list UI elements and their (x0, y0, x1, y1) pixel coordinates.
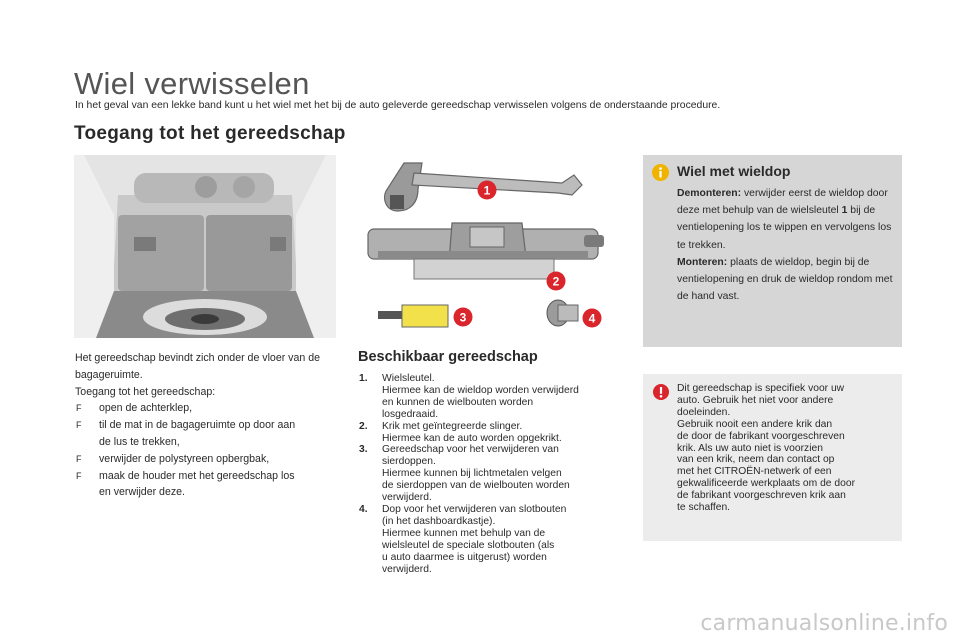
tool-line: Dop voor het verwijderen van slotbouten (382, 503, 567, 515)
tool-line: sierdoppen. (382, 456, 436, 468)
warning-line: doeleinden. (677, 406, 731, 418)
access-step-line: de lus te trekken, (99, 435, 180, 448)
tools-title: Beschikbaar gereedschap (358, 349, 538, 365)
access-step (75, 400, 345, 417)
trunk-illustration (74, 155, 336, 338)
tool-line: Hiermee kunnen met behulp van de (382, 527, 546, 539)
warning-line: gekwalificeerde werkplaats om de door (677, 478, 855, 490)
tool-item (359, 504, 629, 575)
warning-line: met het CITROËN-netwerk of een (677, 466, 832, 478)
bullet-icon: F (76, 470, 82, 481)
svg-text:4: 4 (588, 311, 596, 326)
page-title: Wiel verwisselen (74, 66, 310, 101)
tool-line: verwijderd. (382, 492, 432, 504)
tool-line: Krik met geïntegreerde slinger. (382, 420, 523, 432)
demonteren-label: Demonteren: (677, 188, 742, 199)
warning-line: Gebruik nooit een andere krik dan (677, 418, 833, 430)
access-steps (75, 400, 345, 501)
access-step (75, 468, 345, 502)
warning-icon (653, 384, 669, 400)
watermark: carmanualsonline.info (700, 611, 948, 636)
svg-text:1: 1 (483, 183, 491, 198)
monteren-text: plaats de wieldop, begin bij de ventielopening en druk de wieldop rondom met de hand vast. (677, 256, 893, 303)
callout-4 (583, 309, 602, 328)
monteren-para (677, 254, 895, 306)
wieldop-body (677, 185, 895, 305)
bullet-icon: F (76, 420, 82, 431)
demonteren-text-b: bij de ventielopening los te wippen en vervolgens los te trekken. (677, 205, 892, 251)
tool-list (359, 373, 629, 575)
access-para-2: Toegang tot het gereedschap: (75, 385, 216, 398)
bullet-icon: F (76, 453, 82, 464)
warning-box (643, 374, 902, 541)
access-step-line: en verwijder deze. (99, 486, 185, 499)
callout-2 (547, 272, 566, 291)
tool-item (359, 444, 629, 504)
tool-line: verwijderd. (382, 563, 432, 575)
warning-line: van een krik, neem dan contact op (677, 454, 835, 466)
warning-line: de fabrikant voorgeschreven krik aan (677, 490, 846, 502)
access-step-line: til de mat in de bagageruimte op door aan (99, 419, 296, 432)
callout-1 (478, 181, 497, 200)
demonteren-para (677, 185, 895, 254)
section-title: Toegang tot het gereedschap (74, 123, 346, 144)
tool-line: de sierdoppen van de wielbouten worden (382, 480, 570, 492)
tool-line: Wielsleutel. (382, 373, 435, 384)
tool-line: en kunnen de wielbouten worden (382, 396, 534, 408)
svg-text:3: 3 (459, 310, 467, 325)
tool-number: 1. (359, 373, 368, 384)
tool-line: Gereedschap voor het verwijderen van (382, 444, 559, 456)
tool-item (359, 373, 629, 421)
access-step (75, 417, 345, 451)
tool-line: Hiermee kan de auto worden opgekrikt. (382, 432, 562, 444)
intro-text: In het geval van een lekke band kunt u het wiel met het bij de auto geleverde gereedschap verwisselen volgens de onderstaande procedure. (75, 100, 721, 111)
access-step-line: maak de houder met het gereedschap los (99, 469, 295, 482)
demonteren-text-a: verwijder eerst de wieldop door deze met behulp van de wielsleutel (677, 188, 888, 217)
info-icon (652, 164, 669, 181)
warning-line: krik. Als uw auto niet is voorzien (677, 442, 823, 454)
svg-text:2: 2 (552, 274, 560, 289)
callout-3 (454, 308, 473, 327)
tools-illustration (352, 155, 622, 338)
tool-number: 4. (359, 503, 368, 515)
access-step-line: verwijder de polystyreen opbergbak, (99, 452, 270, 465)
access-step-line: open de achterklep, (99, 402, 193, 415)
warning-text (677, 383, 897, 514)
wieldop-title: Wiel met wieldop (677, 163, 791, 179)
access-step (75, 451, 345, 468)
monteren-label: Monteren: (677, 256, 728, 268)
wieldop-box (643, 155, 902, 347)
tool-line: (in het dashboardkastje). (382, 515, 496, 527)
access-para-1: Het gereedschap bevindt zich onder de vloer van de bagageruimte. (75, 352, 320, 381)
tool-line: Hiermee kan de wieldop worden verwijderd (382, 384, 579, 396)
tool-line: Hiermee kunnen bij lichtmetalen velgen (382, 468, 562, 480)
tool-item (359, 421, 629, 445)
demonteren-num: 1 (841, 205, 848, 217)
warning-line: te schaffen. (677, 502, 731, 514)
bullet-icon: F (76, 403, 82, 414)
tool-line: wielsleutel de speciale slotbouten (als (382, 539, 555, 551)
tool-number: 3. (359, 444, 368, 456)
tool-number: 2. (359, 420, 368, 432)
trunk-photo (74, 155, 336, 338)
tool-line: losgedraaid. (382, 408, 439, 420)
warning-line: auto. Gebruik het niet voor andere (677, 394, 834, 406)
tool-line: u auto daarmee is uitgerust) worden (382, 551, 547, 563)
access-text (75, 350, 345, 501)
tools-drawing (352, 155, 622, 338)
warning-line: Dit gereedschap is specifiek voor uw (677, 383, 845, 394)
warning-line: de door de fabrikant voorgeschreven (677, 430, 845, 442)
